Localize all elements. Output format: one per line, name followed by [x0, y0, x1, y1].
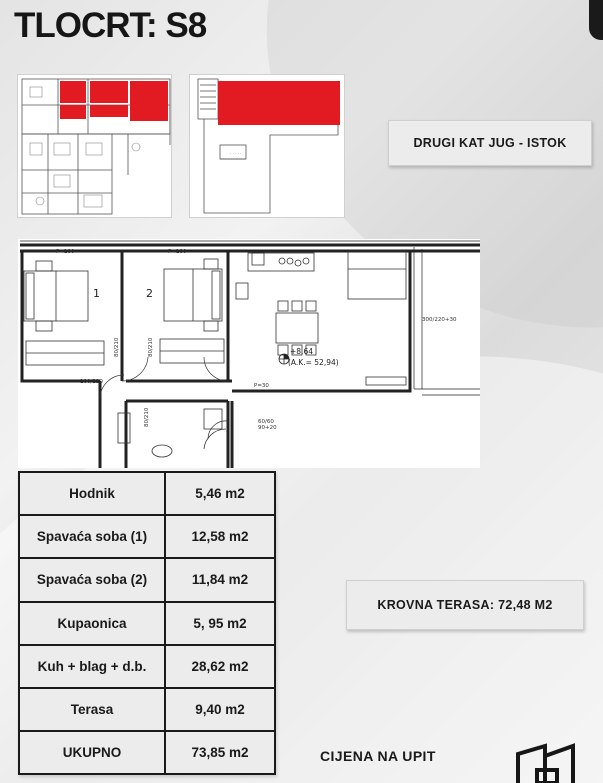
table-row [19, 688, 275, 731]
dim-door3: 80/210 [144, 407, 150, 427]
floor-key-plan [17, 74, 172, 218]
area-value: 5,46 m2 [165, 472, 275, 515]
table-row [19, 645, 275, 688]
table-row [19, 602, 275, 645]
dim-bath-window2: 90+20 [258, 425, 277, 431]
dim-window-right: 300/220+30 [422, 317, 457, 323]
table-row [19, 472, 275, 515]
corner-decoration [589, 0, 603, 40]
dim-entry: 100/220 [80, 379, 103, 385]
area-value: 12,58 m2 [165, 515, 275, 558]
total-label: UKUPNO [19, 731, 165, 774]
table-row-total [19, 731, 275, 774]
area-name: Kuh + blag + d.b. [19, 645, 165, 688]
page-title: TLOCRT: S8 [14, 6, 207, 45]
area-name: Hodnik [19, 472, 165, 515]
table-row [19, 515, 275, 558]
dim-window-p2: P=100 [168, 249, 187, 255]
dim-bath-window: 60/60 [258, 419, 274, 425]
svg-text:· · · · ·: · · · · · [230, 151, 242, 156]
dim-door1: 80/210 [114, 337, 120, 357]
dim-door2: 80/210 [148, 337, 154, 357]
total-value: 73,85 m2 [165, 731, 275, 774]
price-label: CIJENA NA UPIT [320, 748, 436, 764]
area-name: Spavaća soba (2) [19, 558, 165, 601]
area-value: 9,40 m2 [165, 688, 275, 731]
apartment-floor-plan [18, 239, 480, 468]
area-name: Spavaća soba (1) [19, 515, 165, 558]
area-table [18, 471, 276, 775]
room-2-label: 2 [146, 287, 153, 300]
roof-key-plan [189, 74, 345, 218]
dim-window-p3: P=30 [254, 383, 269, 389]
area-name: Kupaonica [19, 602, 165, 645]
building-logo-icon [515, 742, 603, 783]
dim-window-p: P=100 [56, 249, 75, 255]
area-value: 5, 95 m2 [165, 602, 275, 645]
area-value: 28,62 m2 [165, 645, 275, 688]
height-mark: +8.64 [290, 347, 313, 356]
area-value: 11,84 m2 [165, 558, 275, 601]
roof-terrace-label: KROVNA TERASA: 72,48 M2 [346, 580, 584, 630]
room-1-label: 1 [93, 287, 100, 300]
area-name: Terasa [19, 688, 165, 731]
table-row [19, 558, 275, 601]
floor-position-label: DRUGI KAT JUG - ISTOK [388, 120, 592, 166]
level-mark: (A.K.= 52,94) [288, 358, 339, 367]
